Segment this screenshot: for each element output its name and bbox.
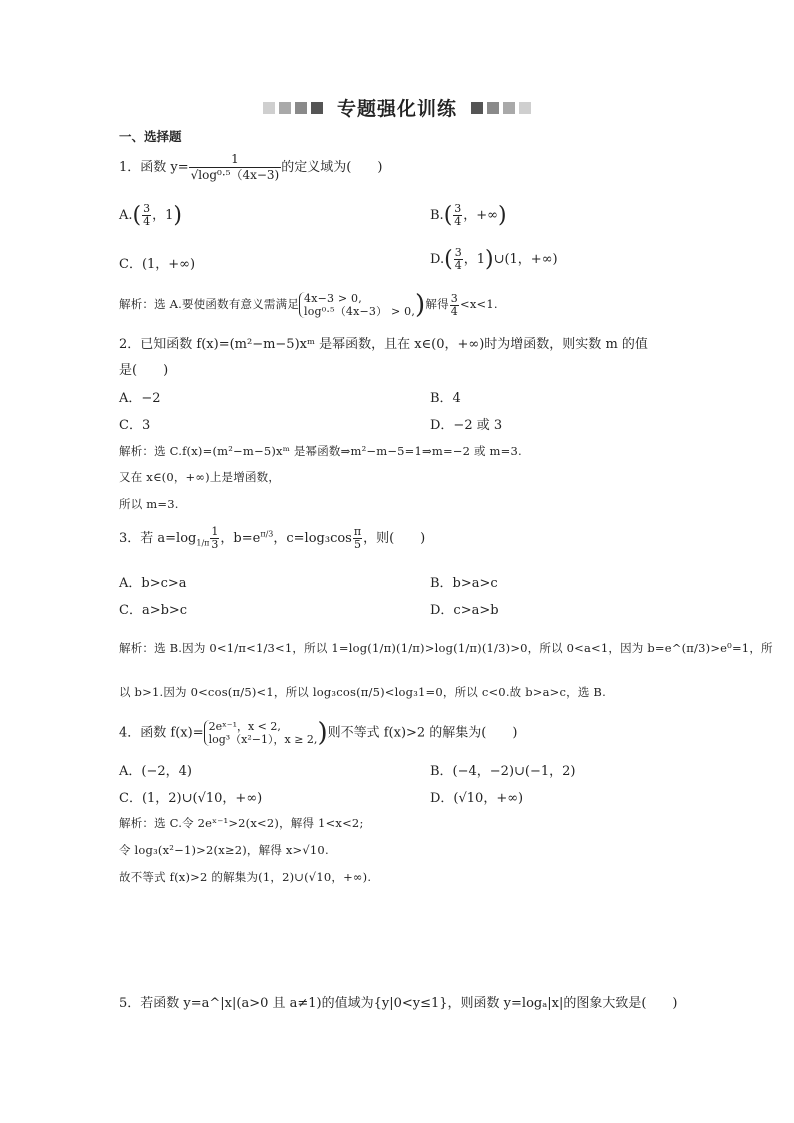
q3-text: ，b=e [220,531,261,546]
frac-num: 3 [450,291,458,305]
frac-num: π [353,525,362,538]
sys-line: log³（x²−1），x ≥ 2, [208,733,318,746]
q1-option-b: B.( $\frac{3}{4}$ ，+∞) [430,202,507,228]
q3-text: ，c=log₃cos [273,531,352,546]
q4-text: 4．函数 f(x)= [119,725,204,741]
option-union: ∪(1，+∞) [493,252,558,267]
q3-text: ，则( ) [363,531,426,546]
q4-solution-1: 解析：选 C.令 2eˣ⁻¹>2(x<2)，解得 1<x<2; [119,816,364,830]
q3-fraction [353,526,362,551]
question-5-stem: 5．若函数 y=a^|x|(a>0 且 a≠1)的值域为{y|0<y≤1}，则函数 y=logₐ|x|的图象大致是( ) [119,996,678,1011]
page-title: 专题强化训练 [336,98,457,120]
q1-option-d: D.( $\frac{3}{4}$ ，1)∪(1，+∞) [430,246,558,272]
decor-square [263,102,275,114]
q4-option-d: D．(√10，+∞) [430,791,524,806]
q3-option-c: C．a>b>c [119,603,188,618]
frac-num: 3 [454,202,462,215]
q1-solution: 解析：选 A.要使函数有意义需满足 4x−3 > 0, log⁰·⁵（4x−3） > 0, )解得 $\frac{3}{4}$ <x<1. [119,290,498,320]
decor-square [487,102,499,114]
option-fraction [453,203,462,228]
frac-den: 4 [454,259,462,272]
sol-fraction [450,293,459,318]
q4-option-c: C．(1，2)∪(√10，+∞) [119,791,263,806]
q2-option-a: A．−2 [119,391,161,406]
option-label: A. [119,208,133,223]
q2-option-d: D．−2 或 3 [430,418,503,433]
q2-solution-3: 所以 m=3. [119,497,179,511]
option-tail: ，1 [463,252,485,267]
q4-option-a: A．(−2，4) [119,764,192,779]
section-heading: 一、选择题 [119,129,182,144]
question-4-stem: 4．函数 f(x)= 2eˣ⁻¹，x < 2, log³（x²−1），x ≥ 2, )则不等式 f(x)>2 的解集为( ) [119,718,518,748]
sys-line: log⁰·⁵（4x−3） > 0, [304,305,416,318]
sol-system [299,292,415,318]
question-2-line1: 2．已知函数 f(x)=(m²−m−5)xᵐ 是幂函数，且在 x∈(0，+∞)时为增函数，则实数 m 的值 [119,337,648,352]
decor-square [519,102,531,114]
q4-solution-3: 故不等式 f(x)>2 的解集为(1，2)∪(√10，+∞). [119,870,372,884]
q2-option-c: C．3 [119,418,151,433]
option-fraction [142,203,151,228]
q1-frac-num: 1 [189,152,282,168]
option-label: D. [430,252,445,267]
option-tail: ，+∞ [463,208,499,223]
decor-square [311,102,323,114]
q2-option-b: B．4 [430,391,461,406]
q1-frac-den: √log⁰·⁵（4x−3) [190,168,280,182]
sol-text: 解析：选 A.要使函数有意义需满足 [119,297,300,311]
q4-text: 则不等式 f(x)>2 的解集为( ) [327,725,518,741]
q4-solution-2: 令 log₃(x²−1)>2(x≥2)，解得 x>√10. [119,843,329,857]
decor-square [279,102,291,114]
sys-line: 4x−3 > 0, [304,292,362,305]
q3-exponent: π/3 [260,529,274,539]
q2-solution-1: 解析：选 C.f(x)=(m²−m−5)xᵐ 是幂函数⇒m²−m−5=1⇒m=−2 或 m=3. [119,444,522,458]
q3-log-base: 1/π [196,538,210,548]
sol-text: 解得 [425,297,449,311]
page-header [0,94,794,121]
q4-piecewise [204,720,318,746]
q1-stem-pre: 1．函数 y= [119,160,189,175]
q1-option-c: C．(1，+∞) [119,257,196,272]
option-label: B. [430,208,444,223]
question-3-stem [119,526,425,551]
q3-option-d: D．c>a>b [430,603,499,618]
sys-line: 2eˣ⁻¹，x < 2, [208,720,281,733]
option-fraction [454,247,463,272]
q3-solution-1: 解析：选 B.因为 0<1/π<1/3<1，所以 1=log(1/π)(1/π)>log(1/π)(1/3)>0，所以 0<a<1，因为 b=e^(π/3)>e⁰=1，所 [119,641,773,655]
decor-square [471,102,483,114]
frac-num: 1 [211,525,219,538]
decor-square [503,102,515,114]
q3-fraction [210,526,219,551]
option-tail: ，1 [152,208,174,223]
q1-fraction [189,152,282,183]
sol-text: <x<1. [460,297,498,311]
frac-den: 4 [454,215,462,228]
q3-option-b: B．b>a>c [430,576,498,591]
question-1-stem [119,152,382,183]
question-2-line2: 是( ) [119,363,169,378]
frac-den: 4 [143,215,151,228]
frac-num: 3 [143,202,151,215]
q2-solution-2: 又在 x∈(0，+∞)上是增函数， [119,470,281,484]
q3-option-a: A．b>c>a [119,576,187,591]
frac-den: 4 [450,304,458,318]
decor-square [295,102,307,114]
q3-solution-2: 以 b>1.因为 0<cos(π/5)<1，所以 log₃cos(π/5)<log₃1=0，所以 c<0.故 b>a>c，选 B. [119,685,606,699]
q3-text: 3．若 a=log [119,531,197,546]
frac-den: 3 [211,538,219,551]
frac-num: 3 [454,246,462,259]
q1-option-a: A.( $\frac{3}{4}$ ，1) [119,202,182,228]
frac-den: 5 [353,538,361,551]
q1-stem-post: 的定义域为( ) [281,160,383,175]
q4-option-b: B．(−4，−2)∪(−1，2) [430,764,576,779]
